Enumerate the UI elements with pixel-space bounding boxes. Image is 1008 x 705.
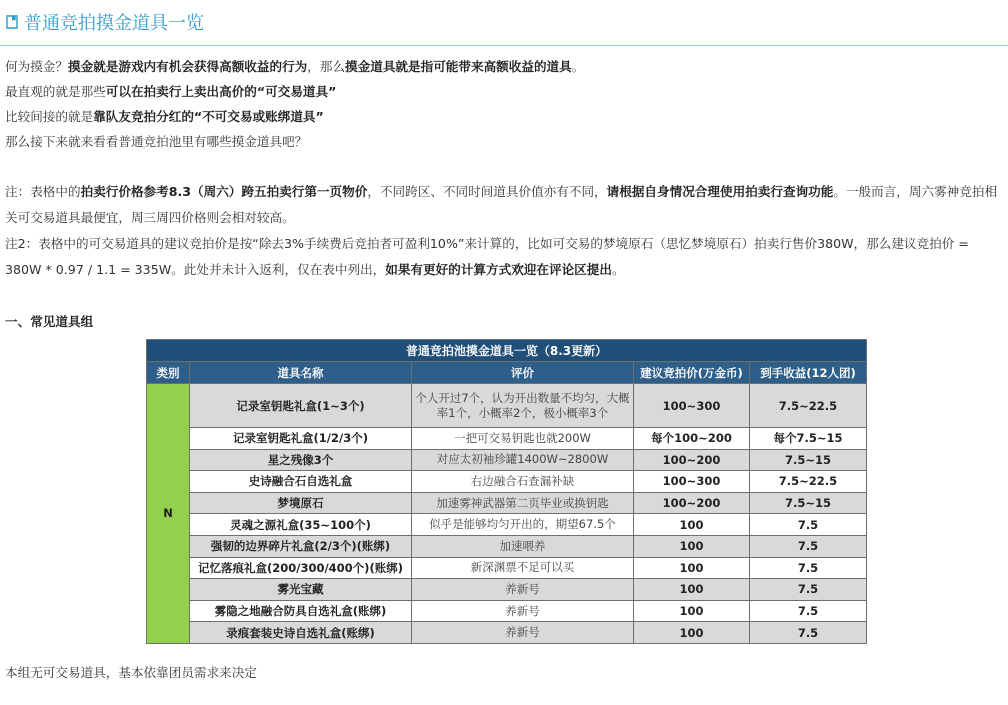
item-comment: 养新号 [412,622,634,644]
footer-text: 本组无可交易道具，基本依靠团员需求来决定 [5,665,257,680]
item-income: 7.5 [750,600,867,622]
bookmark-icon [6,15,18,29]
table-row [147,514,867,536]
title-divider [0,45,1008,46]
note-2: 注2：表格中的可交易道具的建议竞拍价是按“除去3%手续费后竞拍者可盈利10%”来计算的，比如可交易的梦境原石（思忆梦境原石）拍卖行售价380W，那么建议竞拍价 = 380W * 0.97 / 1.1 = 335W。此处并未计入返利，仅在表中列出，如果有更好的计算方式欢迎在评论区提出。 [5,236,969,277]
header-comment: 评价 [412,362,634,384]
item-name: 记录室钥匙礼盒(1~3个) [190,384,412,428]
item-price: 100~300 [634,384,750,428]
header-income: 到手收益(12人团) [750,362,867,384]
item-name: 灵魂之源礼盒(35~100个) [190,514,412,536]
intro-line-4: 那么接下来就来看看普通竞拍池里有哪些摸金道具吧？ [5,134,308,149]
item-price: 100 [634,579,750,601]
section-heading: 一、常见道具组 [5,314,94,329]
item-comment: 加速雾神武器第二页毕业或换钥匙 [412,492,634,514]
item-price: 每个100~200 [634,428,750,450]
item-comment: 养新号 [412,579,634,601]
table-row [147,600,867,622]
table-row [147,535,867,557]
item-name: 记忆落痕礼盒(200/300/400个)(账绑) [190,557,412,579]
item-name: 史诗融合石自选礼盒 [190,471,412,493]
header-category: 类别 [147,362,190,384]
item-price: 100~300 [634,471,750,493]
item-price: 100 [634,600,750,622]
table-row [147,384,867,428]
item-income: 7.5 [750,514,867,536]
item-comment: 一把可交易钥匙也就200W [412,428,634,450]
item-comment: 新深渊票不足可以买 [412,557,634,579]
item-income: 7.5~15 [750,492,867,514]
intro-line-2: 最直观的就是那些可以在拍卖行上卖出高价的“可交易道具” [5,84,337,99]
item-name: 雾光宝藏 [190,579,412,601]
table-row [147,492,867,514]
item-name: 梦境原石 [190,492,412,514]
item-comment: 对应太初袖珍罐1400W~2800W [412,449,634,471]
item-income: 7.5 [750,535,867,557]
item-comment: 养新号 [412,600,634,622]
table-caption: 普通竞拍池摸金道具一览（8.3更新） [147,340,867,362]
item-name: 强韧的边界碎片礼盒(2/3个)(账绑) [190,535,412,557]
item-income: 7.5 [750,579,867,601]
header-bid-price: 建议竞拍价(万金币) [634,362,750,384]
page-title: 普通竞拍摸金道具一览 [24,13,204,34]
table-row [147,579,867,601]
note-1: 注：表格中的拍卖行价格参考8.3（周六）跨五拍卖行第一页物价，不同跨区、不同时间道具价值亦有不同，请根据自身情况合理使用拍卖行查询功能。一般而言，周六雾神竞拍相关可交易道具最便宜，周三周四价格则会相对较高。 [5,184,998,225]
item-price: 100 [634,622,750,644]
table-row [147,428,867,450]
item-comment: 似乎是能够均匀开出的，期望67.5个 [412,514,634,536]
table-row [147,449,867,471]
table-row [147,557,867,579]
table-row [147,471,867,493]
intro-line-3: 比较间接的就是靠队友竞拍分红的“不可交易或账绑道具” [5,109,324,124]
item-name: 记录室钥匙礼盒(1/2/3个) [190,428,412,450]
item-income: 7.5~22.5 [750,471,867,493]
item-name: 录痕套装史诗自选礼盒(账绑) [190,622,412,644]
page-title-row [6,8,204,36]
item-table [146,339,867,644]
item-income: 7.5~15 [750,449,867,471]
item-price: 100~200 [634,449,750,471]
item-price: 100~200 [634,492,750,514]
item-name: 雾隐之地融合防具自选礼盒(账绑) [190,600,412,622]
item-income: 7.5 [750,557,867,579]
category-cell: N [147,384,190,644]
item-price: 100 [634,535,750,557]
item-price: 100 [634,514,750,536]
item-name: 星之残像3个 [190,449,412,471]
item-income: 7.5 [750,622,867,644]
item-comment: 个人开过7个，认为开出数量不均匀，大概率1个，小概率2个，极小概率3个 [412,384,634,428]
item-comment: 加速喂养 [412,535,634,557]
item-price: 100 [634,557,750,579]
table-row [147,622,867,644]
header-item-name: 道具名称 [190,362,412,384]
intro-line-1: 何为摸金？摸金就是游戏内有机会获得高额收益的行为，那么摸金道具就是指可能带来高额收益的道具。 [5,59,585,74]
item-comment: 右边融合石查漏补缺 [412,471,634,493]
item-income: 7.5~22.5 [750,384,867,428]
item-income: 每个7.5~15 [750,428,867,450]
